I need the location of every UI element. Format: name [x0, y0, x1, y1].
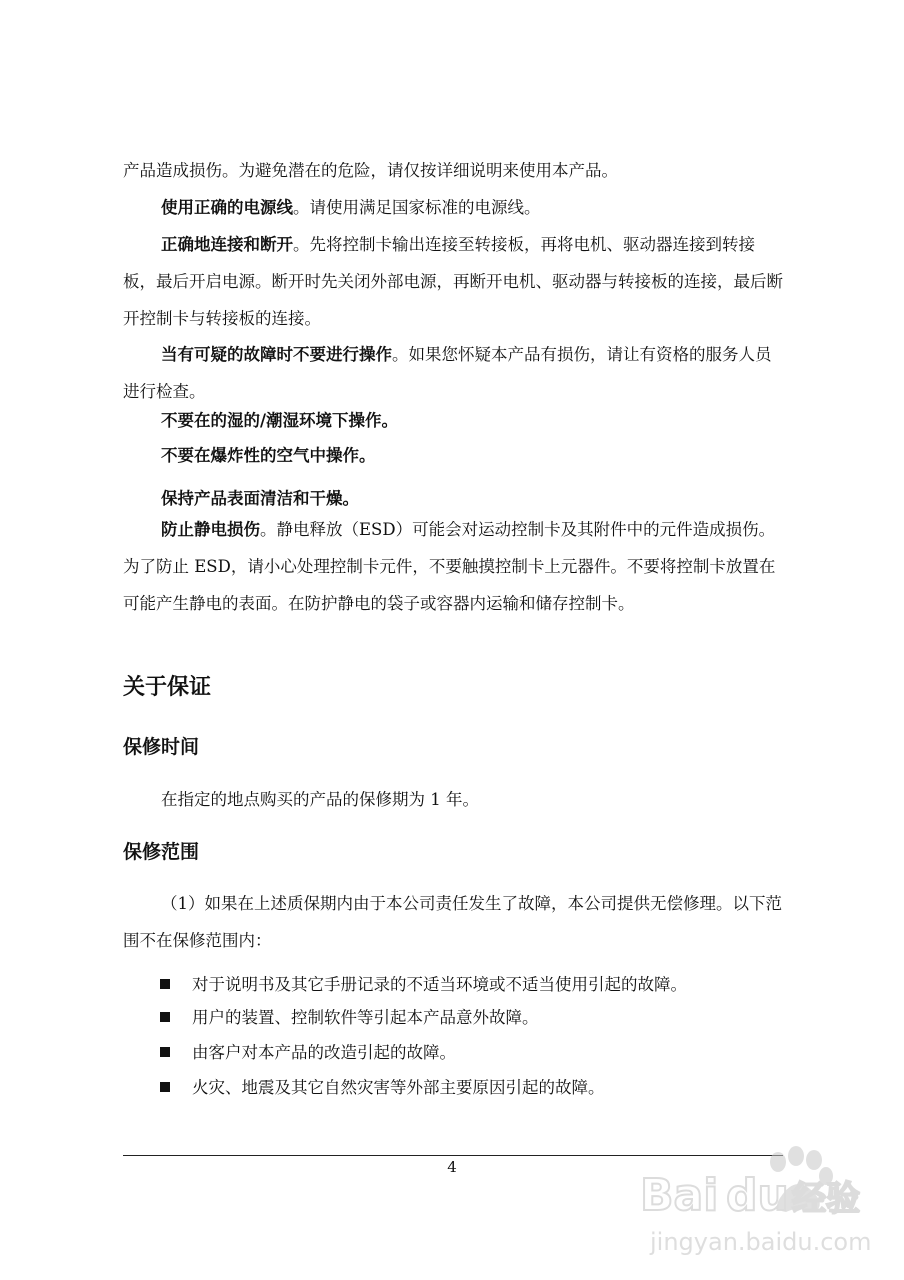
list-item: 用户的装置、控制软件等引起本产品意外故障。: [160, 1001, 780, 1035]
item-bold: 不要在的湿的/潮湿环境下操作。: [161, 411, 399, 430]
section-title: 关于保证: [123, 675, 212, 700]
item-no-wet: [123, 402, 783, 439]
item-text: 。静电释放（ESD）可能会对运动控制卡及其附件中的元件造成损伤。为了防止 ESD，请小心处理控制卡元件，不要触摸控制卡上元器件。不要将控制卡放置在可能产生静电的表面。在防护静电的袋子或容器内运输和储存控制卡。: [123, 520, 776, 613]
bullet-square-icon: [160, 979, 170, 989]
list-item: 对于说明书及其它手册记录的不适当环境或不适当使用引起的故障。: [160, 968, 780, 1002]
item-text: 。先将控制卡输出连接至转接板，再将电机、驱动器连接到转接板，最后开启电源。断开时先关闭外部电源，再断开电机、驱动器与转接板的连接，最后断开控制卡与转接板的连接。: [123, 235, 783, 328]
scope-heading: 保修范围: [123, 841, 200, 863]
watermark-brand: Bai: [640, 1170, 719, 1221]
item-esd: [123, 511, 783, 622]
item-bold: 当有可疑的故障时不要进行操作: [161, 345, 392, 364]
bullet-square-icon: [160, 1012, 170, 1022]
list-item: 火灾、地震及其它自然灾害等外部主要原因引起的故障。: [160, 1071, 780, 1105]
item-text: 。如果您怀疑本产品有损伤，请让有资格的服务人员进行检查。: [123, 345, 772, 401]
item-suspected-fault: [123, 336, 783, 410]
period-heading: 保修时间: [123, 736, 200, 758]
intro-line: 产品造成损伤。为避免潜在的危险，请仅按详细说明来使用本产品。: [123, 161, 618, 180]
list-item: 由客户对本产品的改造引起的故障。: [160, 1036, 780, 1070]
svg-text:经验: 经验: [792, 1179, 860, 1219]
watermark-url: jingyan.baidu.com: [650, 1228, 872, 1256]
bullet-square-icon: [160, 1047, 170, 1057]
item-no-explosive: [123, 437, 783, 474]
item-bold: 正确地连接和断开: [161, 235, 293, 254]
page-number: 4: [447, 1158, 457, 1176]
item-bold: 使用正确的电源线: [161, 198, 293, 217]
bullet-square-icon: [160, 1082, 170, 1092]
item-connect-disconnect: [123, 226, 783, 337]
scope-text: （1）如果在上述质保期内由于本公司责任发生了故障，本公司提供无偿修理。以下范围不在保修范围内：: [123, 894, 782, 950]
item-bold: 防止静电损伤: [161, 520, 260, 539]
period-text: 在指定的地点购买的产品的保修期为 1 年。: [161, 790, 479, 809]
baidu-jingyan-watermark: [640, 1140, 880, 1270]
item-bold: 不要在爆炸性的空气中操作。: [161, 446, 376, 465]
svg-text:du: du: [726, 1170, 789, 1221]
item-power-cord: [123, 189, 783, 226]
item-bold: 保持产品表面清洁和干燥。: [161, 489, 359, 508]
item-text: 。请使用满足国家标准的电源线。: [293, 198, 541, 217]
